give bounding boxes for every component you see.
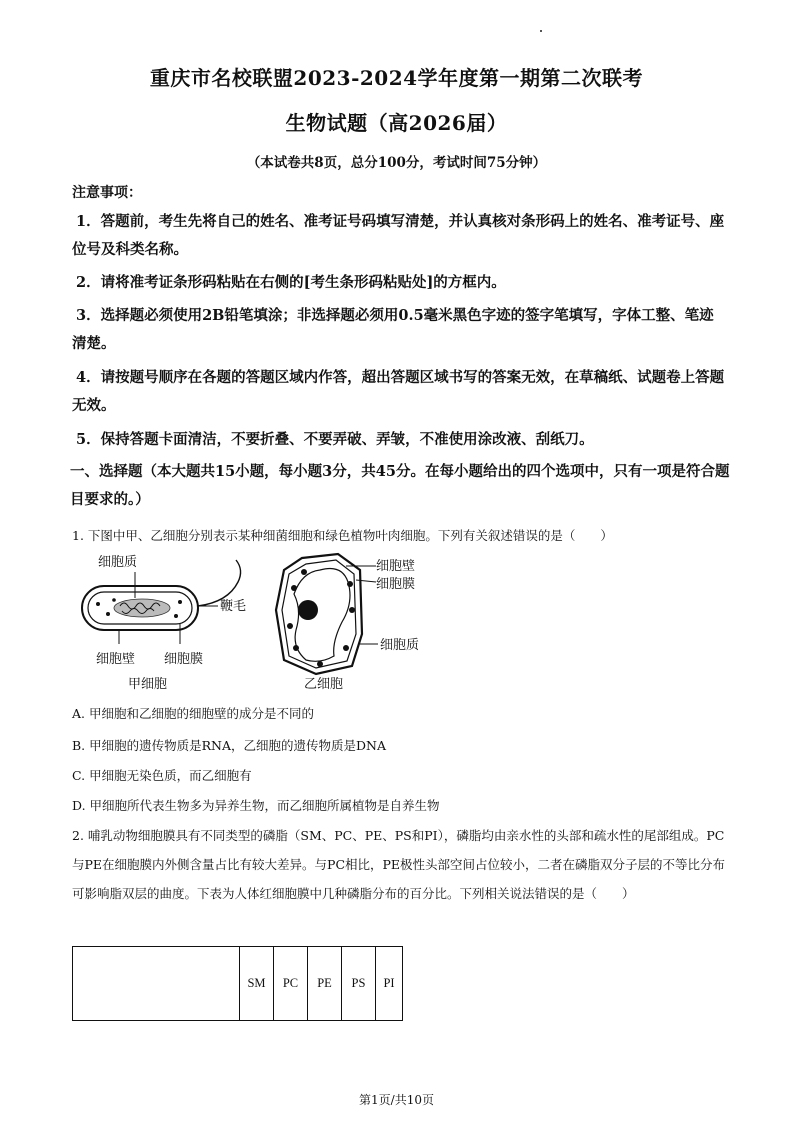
fig-b-label-cytoplasm: 细胞质 bbox=[380, 638, 420, 653]
note-item-5: 5．保持答题卡面清洁，不要折叠、不要弄破、弄皱，不准使用涂改液、刮纸刀。 bbox=[76, 431, 594, 448]
bacterium-cell bbox=[82, 560, 241, 644]
fig-a-caption: 甲细胞 bbox=[128, 677, 168, 692]
q1-stem: 1. 下图中甲、乙细胞分别表示某种细菌细胞和绿色植物叶肉细胞。下列有关叙述错误的是（ ） bbox=[72, 528, 613, 543]
table-row bbox=[73, 947, 403, 1021]
fig-a-label-membrane: 细胞膜 bbox=[164, 652, 204, 667]
q1-option-c: C. 甲细胞无染色质，而乙细胞有 bbox=[72, 768, 252, 783]
fig-a-label-flagellum: 鞭毛 bbox=[220, 599, 247, 614]
fig-a-label-cytoplasm: 细胞质 bbox=[98, 555, 138, 570]
note-item-3: 3．选择题必须使用2B铅笔填涂；非选择题必须用0.5毫米黑色字迹的签字笔填写，字体工整、笔迹清楚。 bbox=[72, 307, 714, 352]
fig-a-label-wall: 细胞壁 bbox=[96, 652, 136, 667]
fig-b-label-wall: 细胞壁 bbox=[376, 559, 416, 574]
table-header-ps: PS bbox=[342, 947, 376, 1021]
table-header-sm: SM bbox=[240, 947, 274, 1021]
fig-b-label-membrane: 细胞膜 bbox=[376, 577, 416, 592]
plant-cell bbox=[276, 554, 378, 674]
q2-stem: 2. 哺乳动物细胞膜具有不同类型的磷脂（SM、PC、PE、PS和PI），磷脂均由亲水性的头部和疏水性的尾部组成。PC与PE在细胞膜内外侧含量占比有较大差异。与PC相比，PE极性头部空间占位较小，二者在磷脂双分子层的不等比分布可影响脂双层的曲度。下表为人体红细胞膜中几种磷脂分布的百分比。下列相关说法错误的是（ ） bbox=[72, 828, 726, 901]
q1-option-d: D. 甲细胞所代表生物多为异养生物，而乙细胞所属植物是自养生物 bbox=[72, 798, 440, 813]
note-item-1: 1．答题前，考生先将自己的姓名、准考证号码填写清楚，并认真核对条形码上的姓名、准考证号、座位号及科类名称。 bbox=[72, 213, 725, 258]
notes-heading: 注意事项： bbox=[72, 185, 142, 201]
q1-figure bbox=[70, 548, 450, 698]
table-header-blank bbox=[73, 947, 240, 1021]
q2-table bbox=[72, 946, 403, 1021]
page-number: 第1页/共10页 bbox=[359, 1093, 434, 1107]
q1-option-a: A. 甲细胞和乙细胞的细胞壁的成分是不同的 bbox=[72, 706, 314, 721]
fig-b-caption: 乙细胞 bbox=[304, 677, 344, 692]
table-header-pe: PE bbox=[308, 947, 342, 1021]
note-item-4: 4．请按题号顺序在各题的答题区域内作答，超出答题区域书写的答案无效，在草稿纸、试题卷上答题无效。 bbox=[72, 369, 725, 414]
exam-info: （本试卷共8页，总分100分，考试时间75分钟） bbox=[246, 155, 547, 171]
table-header-pc: PC bbox=[274, 947, 308, 1021]
subject-title: 生物试题（高2026届） bbox=[285, 111, 508, 135]
q1-option-b: B. 甲细胞的遗传物质是RNA，乙细胞的遗传物质是DNA bbox=[72, 738, 386, 753]
scan-dot bbox=[540, 30, 542, 32]
note-item-2: 2．请将准考证条形码粘贴在右侧的[考生条形码粘贴处]的方框内。 bbox=[76, 274, 506, 291]
section-heading: 一、选择题（本大题共15小题，每小题3分，共45分。在每小题给出的四个选项中，只有一项是符合题目要求的。） bbox=[70, 463, 730, 508]
table-header-pi: PI bbox=[376, 947, 403, 1021]
exam-title: 重庆市名校联盟2023-2024学年度第一期第二次联考 bbox=[149, 66, 644, 90]
